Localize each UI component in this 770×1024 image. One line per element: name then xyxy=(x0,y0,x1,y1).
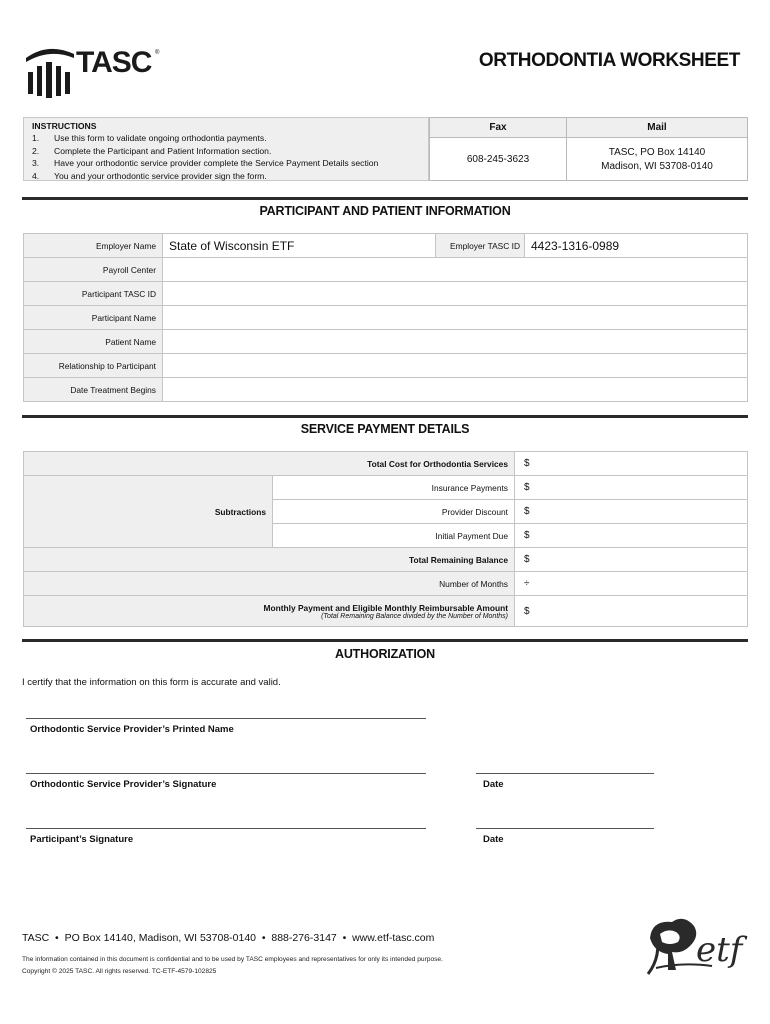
total-cost-field[interactable] xyxy=(515,452,748,476)
patient-name-field[interactable] xyxy=(163,330,748,354)
participant-info-table xyxy=(23,233,748,402)
mail-address-line1: TASC, PO Box 14140 xyxy=(608,146,706,158)
dollar-sign: $ xyxy=(524,554,530,565)
number-of-months-label: Number of Months xyxy=(24,572,515,596)
payroll-center-label: Payroll Center xyxy=(24,258,163,282)
etf-wordmark: etf xyxy=(696,930,743,970)
initial-payment-label: Initial Payment Due xyxy=(273,524,515,548)
date-treatment-begins-label: Date Treatment Begins xyxy=(24,378,163,402)
relationship-field[interactable] xyxy=(163,354,748,378)
mail-header: Mail xyxy=(647,122,667,133)
dollar-sign: $ xyxy=(524,482,530,493)
tasc-logo-icon xyxy=(24,44,76,100)
provider-date-line[interactable] xyxy=(476,773,654,774)
participant-name-field[interactable] xyxy=(163,306,748,330)
provider-discount-label: Provider Discount xyxy=(273,500,515,524)
participant-date-line[interactable] xyxy=(476,828,654,829)
provider-date-label: Date xyxy=(483,779,504,790)
fax-number: 608-245-3623 xyxy=(430,138,567,181)
instruction-text: Use this form to validate ongoing orthodontia payments. xyxy=(54,133,267,144)
instruction-number: 1. xyxy=(32,133,40,144)
footer-confidential: The information contained in this document is confidential and to be used by TASC employees and representatives for only its intended purpose. xyxy=(22,956,443,963)
table-row xyxy=(24,330,748,354)
etf-logo xyxy=(642,908,750,978)
initial-payment-field[interactable] xyxy=(515,524,748,548)
instruction-item xyxy=(32,145,420,157)
employer-name-label: Employer Name xyxy=(24,234,163,258)
fax-header: Fax xyxy=(430,118,567,137)
provider-discount-field[interactable] xyxy=(515,500,748,524)
service-section-title: SERVICE PAYMENT DETAILS xyxy=(300,422,470,436)
monthly-payment-label-cell xyxy=(24,596,515,627)
instruction-text: Have your orthodontic service provider complete the Service Payment Details section xyxy=(54,158,379,169)
logo-trademark: ® xyxy=(155,50,160,56)
provider-signature-label: Orthodontic Service Provider’s Signature xyxy=(30,779,217,790)
table-row xyxy=(24,306,748,330)
patient-name-label: Patient Name xyxy=(24,330,163,354)
footer-legal xyxy=(22,954,443,977)
certification-statement: I certify that the information on this form is accurate and valid. xyxy=(22,677,281,688)
remaining-balance-label: Total Remaining Balance xyxy=(24,548,515,572)
table-row xyxy=(24,234,748,258)
tasc-logo xyxy=(24,44,164,100)
section-divider xyxy=(22,415,748,418)
divide-sign: ÷ xyxy=(524,578,530,589)
mail-address-line2: Madison, WI 53708-0140 xyxy=(601,160,713,172)
table-row xyxy=(24,354,748,378)
table-row xyxy=(24,452,748,476)
authorization-section-title: AUTHORIZATION xyxy=(335,647,435,661)
page-title: ORTHODONTIA WORKSHEET xyxy=(478,50,740,71)
payroll-center-field[interactable] xyxy=(163,258,748,282)
section-divider xyxy=(22,197,748,200)
provider-name-label: Orthodontic Service Provider’s Printed Name xyxy=(30,724,234,735)
instruction-item xyxy=(32,170,420,182)
contact-box xyxy=(429,117,748,181)
instruction-number: 2. xyxy=(32,145,40,156)
logo-wordmark: TASC xyxy=(76,46,152,79)
dollar-sign: $ xyxy=(524,530,530,541)
dollar-sign: $ xyxy=(524,506,530,517)
employer-tasc-id-label: Employer TASC ID xyxy=(436,234,525,258)
subtractions-label: Subtractions xyxy=(24,476,273,548)
employer-name-field[interactable]: State of Wisconsin ETF xyxy=(163,234,436,258)
instruction-text: You and your orthodontic service provider sign the form. xyxy=(54,170,267,181)
number-of-months-field[interactable] xyxy=(515,572,748,596)
service-payment-table xyxy=(23,451,748,627)
instruction-text: Complete the Participant and Patient Information section. xyxy=(54,145,272,156)
instructions-heading: INSTRUCTIONS xyxy=(32,121,97,131)
table-row xyxy=(24,282,748,306)
provider-name-line[interactable] xyxy=(26,718,426,719)
relationship-label: Relationship to Participant xyxy=(24,354,163,378)
table-row xyxy=(24,258,748,282)
table-row xyxy=(24,572,748,596)
dollar-sign: $ xyxy=(524,458,530,469)
provider-signature-line[interactable] xyxy=(26,773,426,774)
instruction-item xyxy=(32,132,420,144)
date-treatment-begins-field[interactable] xyxy=(163,378,748,402)
footer-address: TASC • PO Box 14140, Madison, WI 53708-0140 • 888-276-3147 • www.etf-tasc.com xyxy=(22,932,435,944)
participant-signature-line[interactable] xyxy=(26,828,426,829)
participant-date-label: Date xyxy=(483,834,504,845)
mail-address xyxy=(567,138,747,181)
instruction-number: 3. xyxy=(32,158,40,169)
remaining-balance-field[interactable] xyxy=(515,548,748,572)
participant-tasc-id-field[interactable] xyxy=(163,282,748,306)
participant-section-title: PARTICIPANT AND PATIENT INFORMATION xyxy=(259,204,511,218)
total-cost-label: Total Cost for Orthodontia Services xyxy=(24,452,515,476)
table-row xyxy=(24,548,748,572)
footer-copyright: Copyright © 2025 TASC. All rights reserved. TC-ETF-4579-102825 xyxy=(22,967,217,975)
participant-signature-label: Participant’s Signature xyxy=(30,834,134,845)
table-row xyxy=(24,596,748,627)
participant-name-label: Participant Name xyxy=(24,306,163,330)
instruction-number: 4. xyxy=(32,170,40,181)
table-row xyxy=(24,476,748,500)
instruction-item xyxy=(32,157,420,169)
participant-tasc-id-label: Participant TASC ID xyxy=(24,282,163,306)
table-row xyxy=(24,378,748,402)
employer-tasc-id-field[interactable]: 4423-1316-0989 xyxy=(525,234,748,258)
monthly-payment-label: Monthly Payment and Eligible Monthly Reimbursable Amount xyxy=(263,602,508,613)
instructions-box xyxy=(23,117,429,181)
dollar-sign: $ xyxy=(524,605,530,617)
section-divider xyxy=(22,639,748,642)
insurance-payments-field[interactable] xyxy=(515,476,748,500)
insurance-payments-label: Insurance Payments xyxy=(273,476,515,500)
monthly-payment-sublabel: (Total Remaining Balance divided by the Number of Months) xyxy=(321,612,508,620)
monthly-payment-field[interactable] xyxy=(515,596,748,627)
